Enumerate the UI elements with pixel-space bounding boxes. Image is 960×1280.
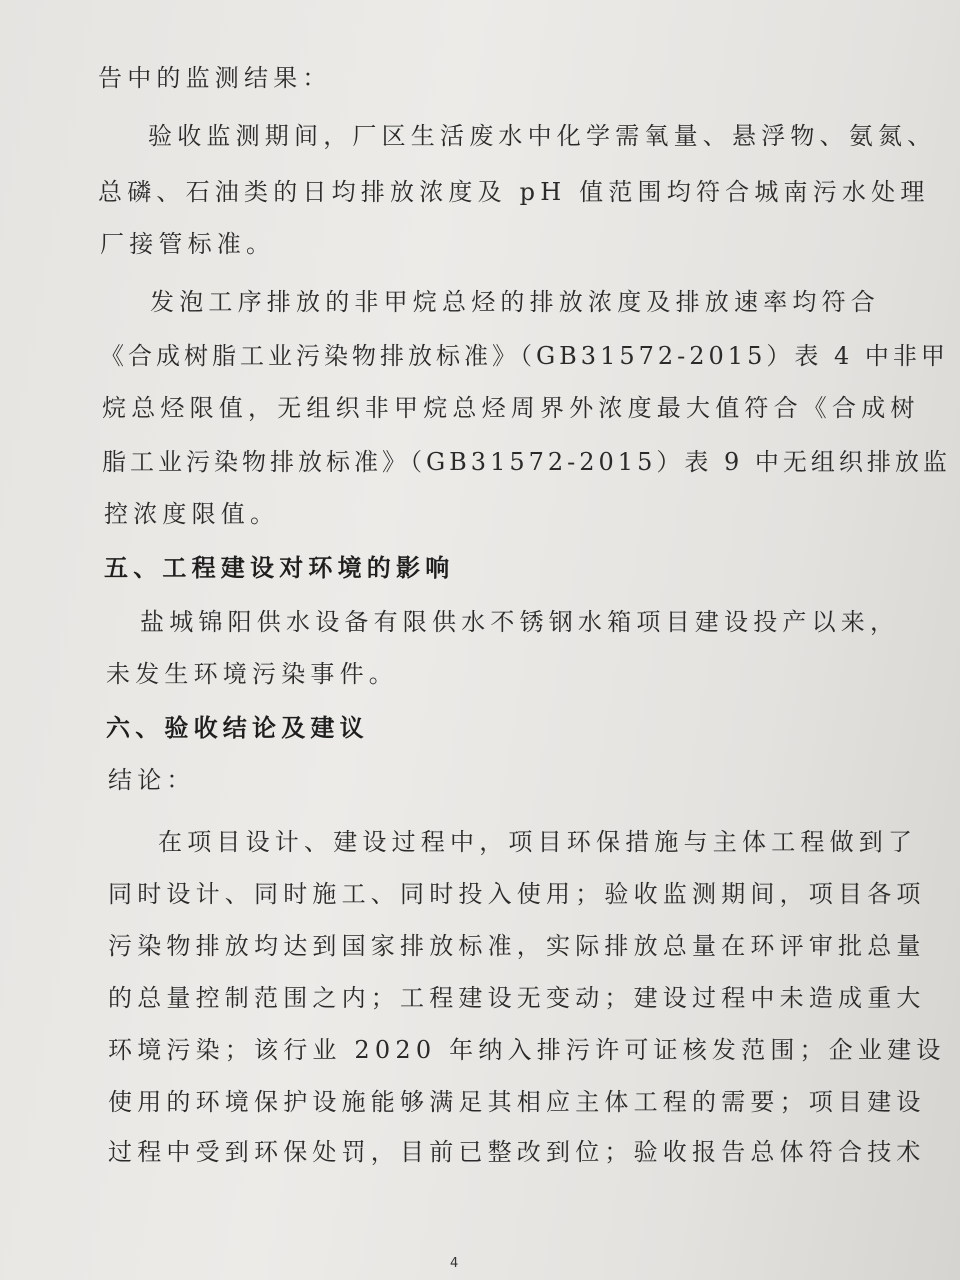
text-line-5: 发泡工序排放的非甲烷总烃的排放浓度及排放速率均符合 <box>150 288 880 316</box>
section-heading-6: 六、验收结论及建议 <box>106 713 369 742</box>
section-heading-5: 五、工程建设对环境的影响 <box>104 553 455 582</box>
text-line-17: 污染物排放均达到国家排放标准，实际排放总量在环评审批总量 <box>108 932 926 960</box>
text-line-19: 环境污染；该行业 2020 年纳入排污许可证核发范围；企业建设 <box>108 1036 946 1064</box>
text-line-21: 过程中受到环保处罚，目前已整改到位；验收报告总体符合技术 <box>108 1138 926 1166</box>
text-line-11: 盐城锦阳供水设备有限供水不锈钢水箱项目建设投产以来， <box>140 608 900 636</box>
text-line-4: 厂接管标准。 <box>100 230 276 258</box>
text-line-6: 《合成树脂工业污染物排放标准》（GB31572-2015）表 4 中非甲 <box>100 342 949 370</box>
text-line-2: 验收监测期间，厂区生活废水中化学需氧量、悬浮物、氨氮、 <box>148 122 937 150</box>
text-line-3: 总磷、石油类的日均排放浓度及 pH 值范围均符合城南污水处理 <box>98 178 930 206</box>
text-line-18: 的总量控制范围之内；工程建设无变动；建设过程中未造成重大 <box>108 984 926 1012</box>
text-line-1: 告中的监测结果： <box>98 64 332 92</box>
text-line-8: 脂工业污染物排放标准》（GB31572-2015）表 9 中无组织排放监 <box>102 448 951 476</box>
text-line-20: 使用的环境保护设施能够满足其相应主体工程的需要；项目建设 <box>108 1088 926 1116</box>
page-number: 4 <box>450 1256 459 1271</box>
text-line-16: 同时设计、同时施工、同时投入使用；验收监测期间，项目各项 <box>108 880 926 908</box>
text-line-7: 烷总烃限值，无组织非甲烷总烃周界外浓度最大值符合《合成树 <box>102 394 920 422</box>
text-line-12: 未发生环境污染事件。 <box>106 660 398 688</box>
conclusion-label: 结论： <box>108 766 196 794</box>
text-line-9: 控浓度限值。 <box>104 500 280 528</box>
text-line-15: 在项目设计、建设过程中，项目环保措施与主体工程做到了 <box>158 828 918 856</box>
